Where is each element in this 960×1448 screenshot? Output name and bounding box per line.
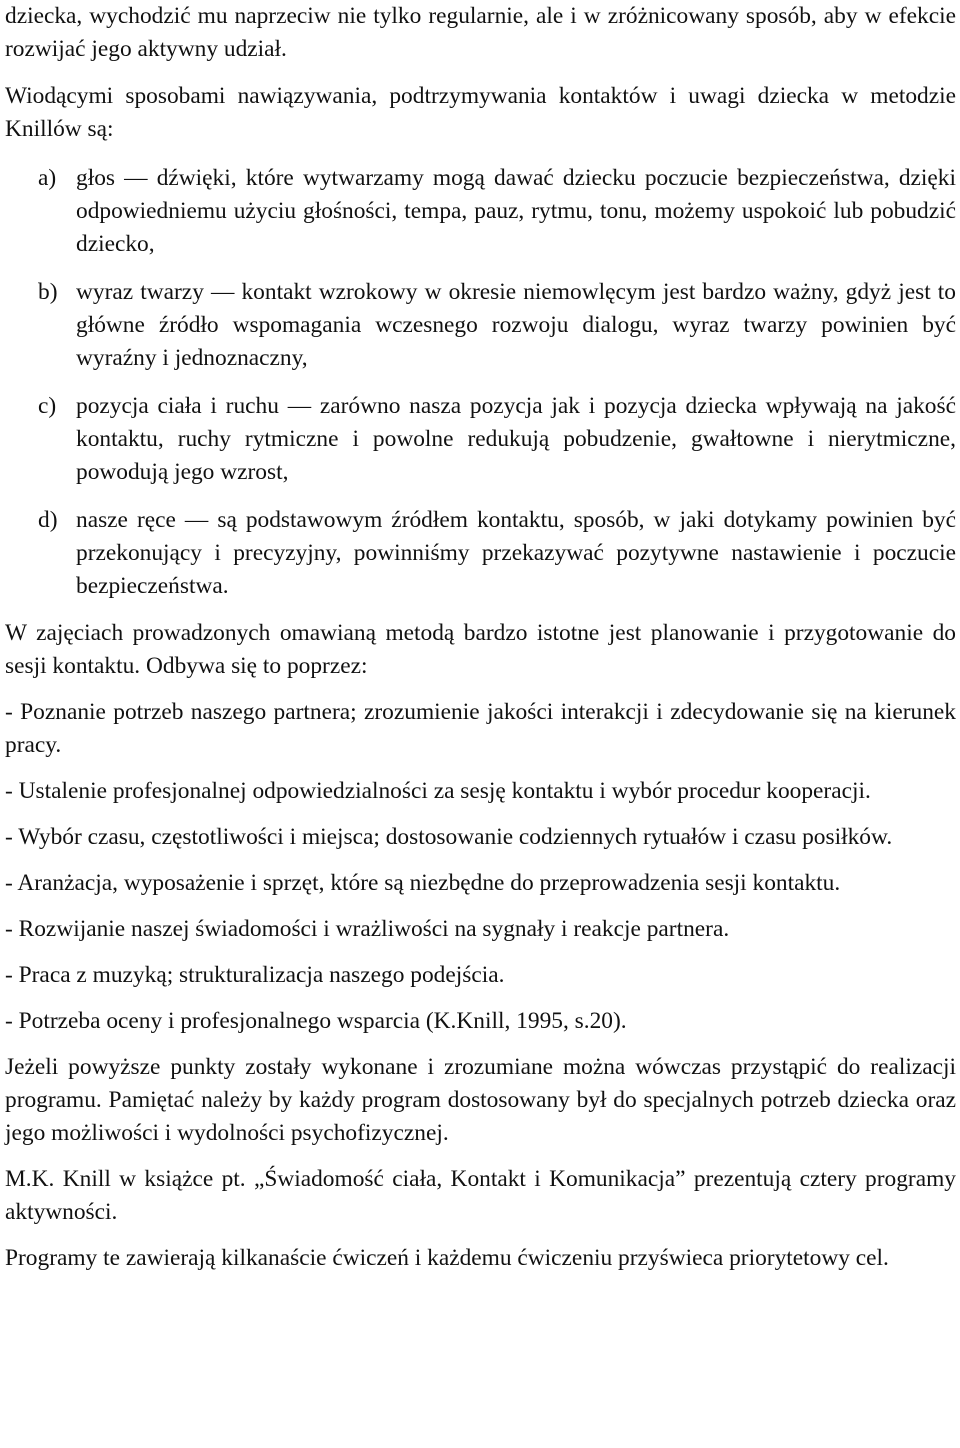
paragraph-planning: W zajęciach prowadzonych omawianą metodą bardzo istotne jest planowanie i przygotowanie do sesji kontaktu. Odbywa się to poprzez:	[5, 620, 956, 679]
methods-list	[5, 162, 956, 603]
paragraph-exercises: Programy te zawierają kilkanaście ćwiczeń i każdemu ćwiczeniu przyświeca priorytetowy cel.	[5, 1245, 889, 1271]
list-item	[5, 504, 956, 603]
step-item: - Ustalenie profesjonalnej odpowiedzialności za sesję kontaktu i wybór procedur kooperacji.	[5, 778, 871, 804]
step-item: - Wybór czasu, częstotliwości i miejsca; dostosowanie codziennych rytuałów i czasu posiłków.	[5, 824, 893, 850]
step-item: - Poznanie potrzeb naszego partnera; zrozumienie jakości interakcji i zdecydowanie się na kierunek pracy.	[5, 699, 956, 758]
list-marker: c)	[38, 393, 57, 419]
paragraph-continuation: dziecka, wychodzić mu naprzeciw nie tylko regularnie, ale i w zróżnicowany sposób, aby w efekcie rozwijać jego aktywny udział.	[5, 3, 956, 62]
list-item	[5, 390, 956, 489]
paragraph-program: Jeżeli powyższe punkty zostały wykonane i zrozumiane można wówczas przystąpić do realizacji programu. Pamiętać należy by każdy program dostosowany był do specjalnych potrzeb dziecka oraz jego możliwości i wydolności psychofizycznej.	[5, 1054, 956, 1146]
list-item-text: pozycja ciała i ruchu — zarówno nasza pozycja jak i pozycja dziecka wpływają na jakość kontaktu, ruchy rytmiczne i powolne redukują pobudzenie, gwałtowne i nierytmiczne, powodują jego wzrost,	[76, 393, 956, 485]
list-item	[5, 162, 956, 261]
step-item: - Praca z muzyką; strukturalizacja naszego podejścia.	[5, 962, 505, 988]
paragraph-book: M.K. Knill w książce pt. „Świadomość ciała, Kontakt i Komunikacja” prezentują cztery programy aktywności.	[5, 1166, 956, 1225]
list-marker: d)	[38, 507, 58, 533]
step-item: - Aranżacja, wyposażenie i sprzęt, które są niezbędne do przeprowadzenia sesji kontaktu.	[5, 870, 841, 896]
list-marker: a)	[38, 165, 57, 191]
step-item: - Rozwijanie naszej świadomości i wrażliwości na sygnały i reakcje partnera.	[5, 916, 730, 942]
step-item: - Potrzeba oceny i profesjonalnego wsparcia (K.Knill, 1995, s.20).	[5, 1008, 627, 1034]
list-item-text: wyraz twarzy — kontakt wzrokowy w okresie niemowlęcym jest bardzo ważny, gdyż jest to główne źródło wspomagania wczesnego rozwoju dialogu, wyraz twarzy powinien być wyraźny i jednoznaczny,	[76, 279, 956, 371]
list-item	[5, 276, 956, 375]
list-marker: b)	[38, 279, 58, 305]
list-item-text: nasze ręce — są podstawowym źródłem kontaktu, sposób, w jaki dotykamy powinien być przekonujący i precyzyjny, powinniśmy przekazywać pozytywne nastawienie i poczucie bezpieczeństwa.	[76, 507, 956, 599]
paragraph-methods-intro: Wiodącymi sposobami nawiązywania, podtrzymywania kontaktów i uwagi dziecka w metodzie Knillów są:	[5, 83, 956, 142]
list-item-text: głos — dźwięki, które wytwarzamy mogą dawać dziecku poczucie bezpieczeństwa, dzięki odpowiedniemu użyciu głośności, tempa, pauz, rytmu, tonu, możemy uspokoić lub pobudzić dziecko,	[76, 165, 956, 257]
steps-list	[5, 696, 956, 1038]
